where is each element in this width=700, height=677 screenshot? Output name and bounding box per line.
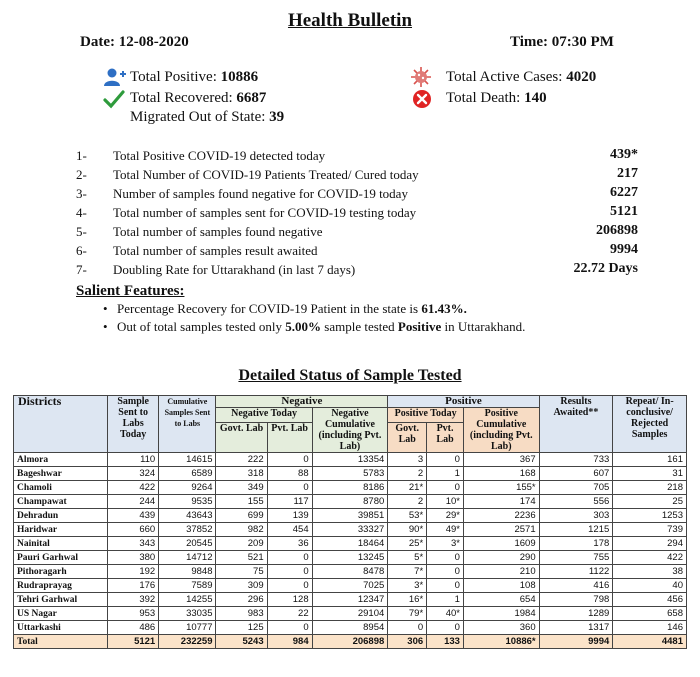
list-item-value: 206898 [596, 223, 638, 238]
recovery-text: Percentage Recovery for COVID-19 Patient in the state is [117, 301, 422, 316]
district-name: Pauri Garhwal [14, 551, 108, 565]
table-cell: 0 [267, 453, 312, 467]
col-negative: Negative [216, 396, 388, 408]
table-cell: 318 [216, 467, 267, 481]
list-item-number: 5- [76, 224, 87, 239]
table-cell: 439 [108, 509, 159, 523]
table-cell: 422 [108, 481, 159, 495]
checkmark-icon [103, 89, 125, 114]
col-positive: Positive [388, 396, 539, 408]
table-cell: 0 [267, 579, 312, 593]
table-cell: 0 [267, 481, 312, 495]
table-cell: 3* [388, 579, 427, 593]
bullet-icon: • [103, 319, 108, 334]
table-cell: 128 [267, 593, 312, 607]
table-cell: 29* [427, 509, 464, 523]
table-cell: 206898 [312, 635, 388, 649]
table-cell: 210 [463, 565, 539, 579]
positivity-value: 5.00% [285, 319, 322, 334]
district-name: Tehri Garhwal [14, 593, 108, 607]
table-cell: 4481 [613, 635, 687, 649]
table-cell: 13354 [312, 453, 388, 467]
list-item-value: 6227 [610, 185, 638, 200]
table-cell: 733 [539, 453, 613, 467]
col-positive-cumulative: Positive Cumulative (including Pvt. Lab) [463, 408, 539, 453]
total-recovered-label: Total Recovered: [130, 90, 237, 106]
district-name: Chamoli [14, 481, 108, 495]
table-cell: 110 [108, 453, 159, 467]
table-cell: 1984 [463, 607, 539, 621]
table-cell: 174 [463, 495, 539, 509]
table-cell: 521 [216, 551, 267, 565]
table-cell: 12347 [312, 593, 388, 607]
col-results-awaited: Results Awaited** [539, 396, 613, 453]
list-item-value: 22.72 Days [573, 261, 638, 276]
table-cell: 486 [108, 621, 159, 635]
table-cell: 16* [388, 593, 427, 607]
salient-features-heading: Salient Features: [76, 283, 185, 299]
table-cell: 798 [539, 593, 613, 607]
total-positive-label: Total Positive: [130, 69, 221, 85]
table-row [14, 495, 687, 509]
table-row [14, 537, 687, 551]
col-pos-pvt-lab: Pvt. Lab [427, 423, 464, 453]
table-cell: 7025 [312, 579, 388, 593]
migrated-stat [130, 109, 284, 126]
list-item-text: Number of samples found negative for COVID-19 today [113, 186, 408, 201]
recovery-value: 61.43%. [421, 301, 467, 316]
list-item-text: Total number of samples found negative [113, 224, 323, 239]
table-cell: 9264 [159, 481, 216, 495]
table-cell: 117 [267, 495, 312, 509]
table-row [14, 593, 687, 607]
table-cell: 176 [108, 579, 159, 593]
table-row [14, 467, 687, 481]
table-cell: 9535 [159, 495, 216, 509]
table-cell: 456 [613, 593, 687, 607]
bulletin-title: Health Bulletin [287, 10, 413, 31]
table-cell: 25 [613, 495, 687, 509]
table-cell: 556 [539, 495, 613, 509]
table-cell: 324 [108, 467, 159, 481]
table-cell: 39851 [312, 509, 388, 523]
list-item-value: 9994 [610, 242, 638, 257]
col-neg-pvt-lab: Pvt. Lab [267, 423, 312, 453]
table-cell: 296 [216, 593, 267, 607]
list-item-number: 1- [76, 148, 87, 163]
table-cell: 8478 [312, 565, 388, 579]
table-row [14, 607, 687, 621]
table-cell: 654 [463, 593, 539, 607]
table-cell: 146 [613, 621, 687, 635]
list-item-number: 3- [76, 186, 87, 201]
district-name: US Nagar [14, 607, 108, 621]
table-cell: 49* [427, 523, 464, 537]
list-item-number: 6- [76, 243, 87, 258]
table-cell: 108 [463, 579, 539, 593]
table-cell: 2 [388, 467, 427, 481]
list-item-value: 439* [610, 147, 638, 162]
table-cell: 290 [463, 551, 539, 565]
table-cell: 2 [388, 495, 427, 509]
col-negative-cumulative: Negative Cumulative (including Pvt. Lab) [312, 408, 388, 453]
positivity-text-pre: Out of total samples tested only [117, 319, 286, 334]
table-row [14, 551, 687, 565]
table-cell: 0 [427, 453, 464, 467]
table-cell: 10* [427, 495, 464, 509]
table-cell: 40* [427, 607, 464, 621]
list-item-number: 7- [76, 262, 87, 277]
salient-bullet-recovery [103, 301, 467, 317]
district-name: Dehradun [14, 509, 108, 523]
table-cell: 25* [388, 537, 427, 551]
table-cell: 367 [463, 453, 539, 467]
table-cell: 155* [463, 481, 539, 495]
table-cell: 1609 [463, 537, 539, 551]
migrated-value: 39 [269, 109, 285, 125]
table-cell: 38 [613, 565, 687, 579]
table-cell: 37852 [159, 523, 216, 537]
table-title: Detailed Status of Sample Tested [238, 367, 462, 384]
table-cell: 0 [267, 551, 312, 565]
table-cell: 40 [613, 579, 687, 593]
total-positive-stat [130, 69, 258, 86]
table-row [14, 481, 687, 495]
table-cell: 6589 [159, 467, 216, 481]
salient-bullet-positivity [103, 319, 526, 335]
migrated-label: Migrated Out of State: [130, 109, 270, 125]
table-cell: 9848 [159, 565, 216, 579]
table-cell: 422 [613, 551, 687, 565]
table-cell: 380 [108, 551, 159, 565]
table-cell: 8186 [312, 481, 388, 495]
bullet-icon: • [103, 301, 108, 316]
bulletin-date: Date: 12-08-2020 [80, 34, 189, 50]
positivity-text-mid: sample tested [321, 319, 398, 334]
col-sample-sent: Sample Sent to Labs Today [108, 396, 159, 453]
table-cell: 14712 [159, 551, 216, 565]
table-cell: 125 [216, 621, 267, 635]
sample-status-table [13, 395, 687, 649]
col-districts: Districts [14, 396, 108, 453]
district-name: Total [14, 635, 108, 649]
district-name: Rudraprayag [14, 579, 108, 593]
table-cell: 1253 [613, 509, 687, 523]
table-row [14, 509, 687, 523]
table-cell: 1215 [539, 523, 613, 537]
table-cell: 5* [388, 551, 427, 565]
list-item-number: 2- [76, 167, 87, 182]
table-cell: 133 [427, 635, 464, 649]
total-death-label: Total Death: [446, 90, 525, 106]
table-cell: 0 [427, 621, 464, 635]
table-cell: 43643 [159, 509, 216, 523]
table-cell: 3 [388, 453, 427, 467]
table-cell: 192 [108, 565, 159, 579]
table-row [14, 453, 687, 467]
district-name: Champawat [14, 495, 108, 509]
table-cell: 360 [463, 621, 539, 635]
table-cell: 660 [108, 523, 159, 537]
table-cell: 306 [388, 635, 427, 649]
table-cell: 983 [216, 607, 267, 621]
bulletin-time: Time: 07:30 PM [510, 34, 614, 50]
district-name: Bageshwar [14, 467, 108, 481]
district-name: Haridwar [14, 523, 108, 537]
table-cell: 953 [108, 607, 159, 621]
table-cell: 218 [613, 481, 687, 495]
district-name: Pithoragarh [14, 565, 108, 579]
table-cell: 0 [427, 565, 464, 579]
table-cell: 8780 [312, 495, 388, 509]
total-recovered-value: 6687 [236, 90, 267, 106]
table-cell: 343 [108, 537, 159, 551]
table-cell: 5243 [216, 635, 267, 649]
active-cases-value: 4020 [566, 69, 597, 85]
table-cell: 168 [463, 467, 539, 481]
table-cell: 18464 [312, 537, 388, 551]
table-cell: 10777 [159, 621, 216, 635]
table-cell: 88 [267, 467, 312, 481]
table-cell: 1289 [539, 607, 613, 621]
table-cell: 607 [539, 467, 613, 481]
table-cell: 3* [427, 537, 464, 551]
table-cell: 7* [388, 565, 427, 579]
table-cell: 20545 [159, 537, 216, 551]
table-row [14, 579, 687, 593]
table-cell: 8954 [312, 621, 388, 635]
total-positive-value: 10886 [220, 69, 259, 85]
col-positive-today: Positive Today [388, 408, 464, 423]
table-cell: 303 [539, 509, 613, 523]
table-cell: 705 [539, 481, 613, 495]
table-cell: 294 [613, 537, 687, 551]
table-cell: 2236 [463, 509, 539, 523]
table-cell: 161 [613, 453, 687, 467]
list-item-value: 217 [617, 166, 638, 181]
table-cell: 0 [427, 481, 464, 495]
table-cell: 79* [388, 607, 427, 621]
table-row [14, 565, 687, 579]
col-cumulative: Cumulative Samples Sent to Labs [159, 396, 216, 453]
table-cell: 13245 [312, 551, 388, 565]
table-cell: 75 [216, 565, 267, 579]
active-cases-label: Total Active Cases: [446, 69, 567, 85]
district-name: Uttarkashi [14, 621, 108, 635]
list-item-text: Doubling Rate for Uttarakhand (in last 7 days) [113, 262, 356, 277]
col-neg-govt-lab: Govt. Lab [216, 423, 267, 453]
table-cell: 454 [267, 523, 312, 537]
table-cell: 0 [267, 621, 312, 635]
table-cell: 36 [267, 537, 312, 551]
table-cell: 1 [427, 593, 464, 607]
table-cell: 392 [108, 593, 159, 607]
col-repeat: Repeat/ In-conclusive/ Rejected Samples [613, 396, 687, 453]
col-negative-today: Negative Today [216, 408, 312, 423]
table-cell: 33327 [312, 523, 388, 537]
table-cell: 139 [267, 509, 312, 523]
table-cell: 309 [216, 579, 267, 593]
table-cell: 7589 [159, 579, 216, 593]
district-name: Nainital [14, 537, 108, 551]
cross-circle-icon [412, 89, 432, 114]
table-cell: 1122 [539, 565, 613, 579]
table-cell: 222 [216, 453, 267, 467]
table-cell: 984 [267, 635, 312, 649]
table-cell: 5121 [108, 635, 159, 649]
list-item-text: Total number of samples result awaited [113, 243, 318, 258]
positivity-word: Positive [397, 319, 442, 334]
table-cell: 155 [216, 495, 267, 509]
total-death-stat [446, 90, 547, 107]
positivity-text-post: in Uttarakhand. [441, 319, 526, 334]
table-cell: 14255 [159, 593, 216, 607]
table-cell: 22 [267, 607, 312, 621]
district-name: Almora [14, 453, 108, 467]
table-cell: 658 [613, 607, 687, 621]
table-cell: 232259 [159, 635, 216, 649]
table-cell: 29104 [312, 607, 388, 621]
table-cell: 9994 [539, 635, 613, 649]
table-cell: 53* [388, 509, 427, 523]
table-cell: 0 [388, 621, 427, 635]
table-cell: 14615 [159, 453, 216, 467]
table-cell: 33035 [159, 607, 216, 621]
table-cell: 0 [267, 565, 312, 579]
total-death-value: 140 [524, 90, 547, 106]
table-cell: 90* [388, 523, 427, 537]
table-cell: 209 [216, 537, 267, 551]
table-cell: 416 [539, 579, 613, 593]
col-pos-govt-lab: Govt. Lab [388, 423, 427, 453]
table-cell: 2571 [463, 523, 539, 537]
table-cell: 178 [539, 537, 613, 551]
table-total-row [14, 635, 687, 649]
table-cell: 1 [427, 467, 464, 481]
table-cell: 755 [539, 551, 613, 565]
table-cell: 1317 [539, 621, 613, 635]
total-recovered-stat [130, 90, 266, 107]
table-cell: 31 [613, 467, 687, 481]
table-cell: 982 [216, 523, 267, 537]
table-cell: 699 [216, 509, 267, 523]
table-cell: 21* [388, 481, 427, 495]
table-row [14, 621, 687, 635]
list-item-text: Total Positive COVID-19 detected today [113, 148, 326, 163]
table-row [14, 523, 687, 537]
list-item-text: Total number of samples sent for COVID-19 testing today [113, 205, 417, 220]
table-cell: 349 [216, 481, 267, 495]
table-cell: 5783 [312, 467, 388, 481]
active-cases-stat [446, 69, 596, 86]
list-item-text: Total Number of COVID-19 Patients Treated/ Cured today [113, 167, 419, 182]
table-cell: 739 [613, 523, 687, 537]
table-cell: 0 [427, 579, 464, 593]
table-cell: 10886* [463, 635, 539, 649]
table-cell: 244 [108, 495, 159, 509]
list-item-number: 4- [76, 205, 87, 220]
list-item-value: 5121 [610, 204, 638, 219]
table-cell: 0 [427, 551, 464, 565]
